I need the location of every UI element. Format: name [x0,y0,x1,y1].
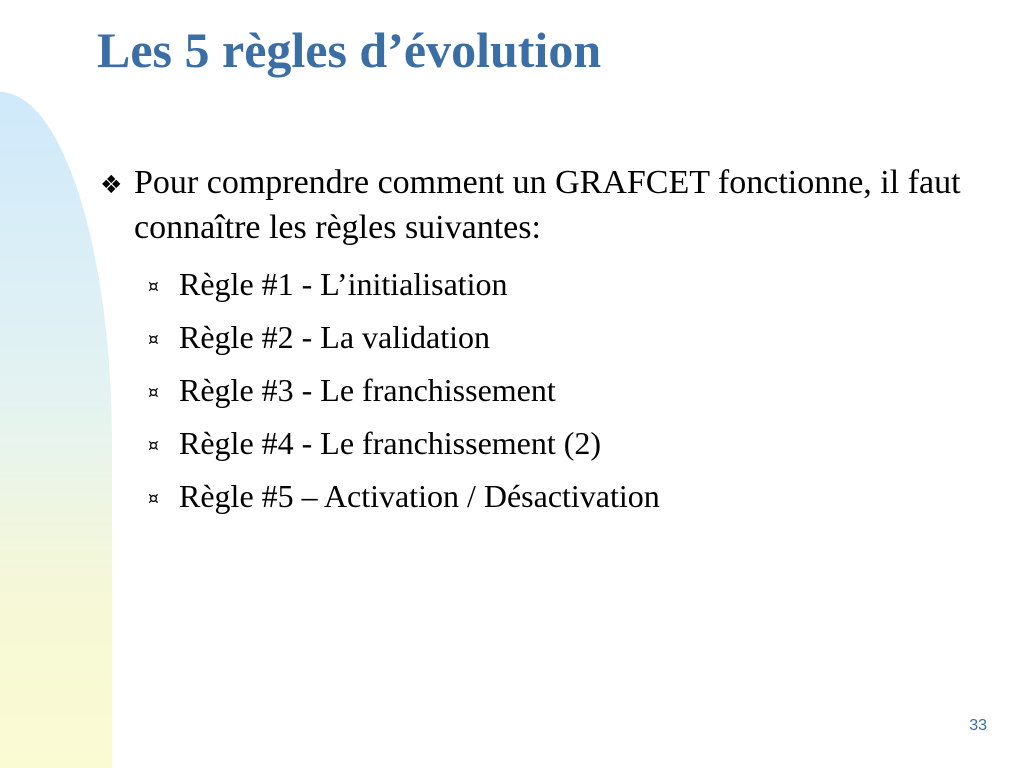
rule-label: Règle #2 - La validation [179,319,491,355]
currency-bullet-icon: ¤ [148,383,159,403]
list-item [148,474,660,527]
main-bullet-text: Pour comprendre comment un GRAFCET fonctionne, il faut connaître les règles suivantes: [134,164,961,246]
slide-title: Les 5 règles d’évolution [97,22,602,78]
page-number: 33 [969,717,987,734]
currency-bullet-icon: ¤ [148,330,159,350]
rule-label: Règle #1 - L’initialisation [179,266,508,302]
list-item [148,315,660,368]
rule-label: Règle #4 - Le franchissement (2) [179,425,602,461]
list-item [148,262,660,315]
rules-list [148,262,660,527]
rule-label: Règle #5 – Activation / Désactivation [179,478,660,514]
rule-label: Règle #3 - Le franchissement [179,372,556,408]
list-item [148,368,660,421]
currency-bullet-icon: ¤ [148,436,159,456]
main-bullet [100,160,1000,250]
list-item [148,421,660,474]
diamond-bullet-icon: ❖ [100,170,123,199]
left-gradient-decoration [0,92,112,768]
currency-bullet-icon: ¤ [148,489,159,509]
currency-bullet-icon: ¤ [148,277,159,297]
